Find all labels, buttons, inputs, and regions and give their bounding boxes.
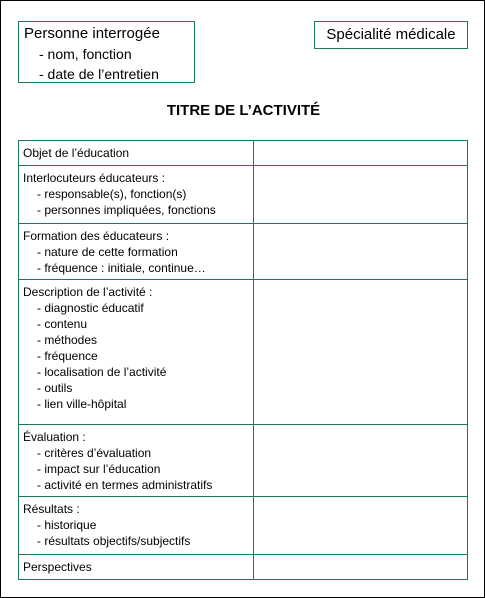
row-item: - lien ville-hôpital bbox=[37, 397, 127, 411]
interviewee-item: - date de l’entretien bbox=[39, 66, 159, 82]
row-item: - nature de cette formation bbox=[37, 245, 178, 259]
table-row bbox=[19, 497, 468, 555]
row-item: - fréquence bbox=[37, 349, 98, 363]
activity-title: TITRE DE L’ACTIVITÉ bbox=[166, 102, 321, 119]
row-item: - méthodes bbox=[37, 333, 98, 347]
row-label-cell bbox=[19, 497, 254, 555]
row-heading: Résultats : bbox=[23, 502, 80, 516]
row-entry-cell[interactable] bbox=[254, 497, 468, 555]
row-item: - historique bbox=[37, 518, 97, 532]
row-heading: Perspectives bbox=[23, 560, 92, 574]
row-heading: Description de l’activité : bbox=[23, 285, 153, 299]
row-heading: Interlocuteurs éducateurs : bbox=[23, 171, 166, 185]
table-row bbox=[19, 280, 468, 425]
row-label-cell bbox=[19, 280, 254, 425]
interviewee-box bbox=[18, 21, 195, 83]
row-item: - critères d’évaluation bbox=[37, 446, 152, 460]
row-heading: Formation des éducateurs : bbox=[23, 229, 170, 243]
row-item: - personnes impliquées, fonctions bbox=[37, 203, 216, 217]
row-entry-cell[interactable] bbox=[254, 141, 468, 166]
specialty-box: Spécialité médicale bbox=[314, 21, 468, 49]
row-item: - activité en termes administratifs bbox=[37, 478, 213, 492]
row-label-cell bbox=[19, 141, 254, 166]
row-entry-cell[interactable] bbox=[254, 425, 468, 497]
row-item: - impact sur l’éducation bbox=[37, 462, 161, 476]
table-row bbox=[19, 224, 468, 280]
row-entry-cell[interactable] bbox=[254, 555, 468, 580]
row-heading: Objet de l’éducation bbox=[23, 146, 130, 160]
row-label-cell bbox=[19, 224, 254, 280]
table-row bbox=[19, 141, 468, 166]
row-item: - diagnostic éducatif bbox=[37, 301, 144, 315]
row-item: - localisation de l’activité bbox=[37, 365, 167, 379]
row-entry-cell[interactable] bbox=[254, 280, 468, 425]
row-entry-cell[interactable] bbox=[254, 224, 468, 280]
row-item: - outils bbox=[37, 381, 73, 395]
row-label-cell bbox=[19, 555, 254, 580]
table-row bbox=[19, 425, 468, 497]
activity-table bbox=[18, 140, 468, 580]
row-label-cell bbox=[19, 425, 254, 497]
table-row bbox=[19, 166, 468, 224]
row-entry-cell[interactable] bbox=[254, 166, 468, 224]
interviewee-title: Personne interrogée bbox=[24, 25, 160, 42]
row-item: - fréquence : initiale, continue… bbox=[37, 261, 206, 275]
table-row bbox=[19, 555, 468, 580]
row-item: - résultats objectifs/subjectifs bbox=[37, 534, 191, 548]
row-label-cell bbox=[19, 166, 254, 224]
row-heading: Évaluation : bbox=[23, 430, 86, 444]
row-item: - contenu bbox=[37, 317, 88, 331]
interviewee-item: - nom, fonction bbox=[39, 46, 132, 62]
row-item: - responsable(s), fonction(s) bbox=[37, 187, 187, 201]
